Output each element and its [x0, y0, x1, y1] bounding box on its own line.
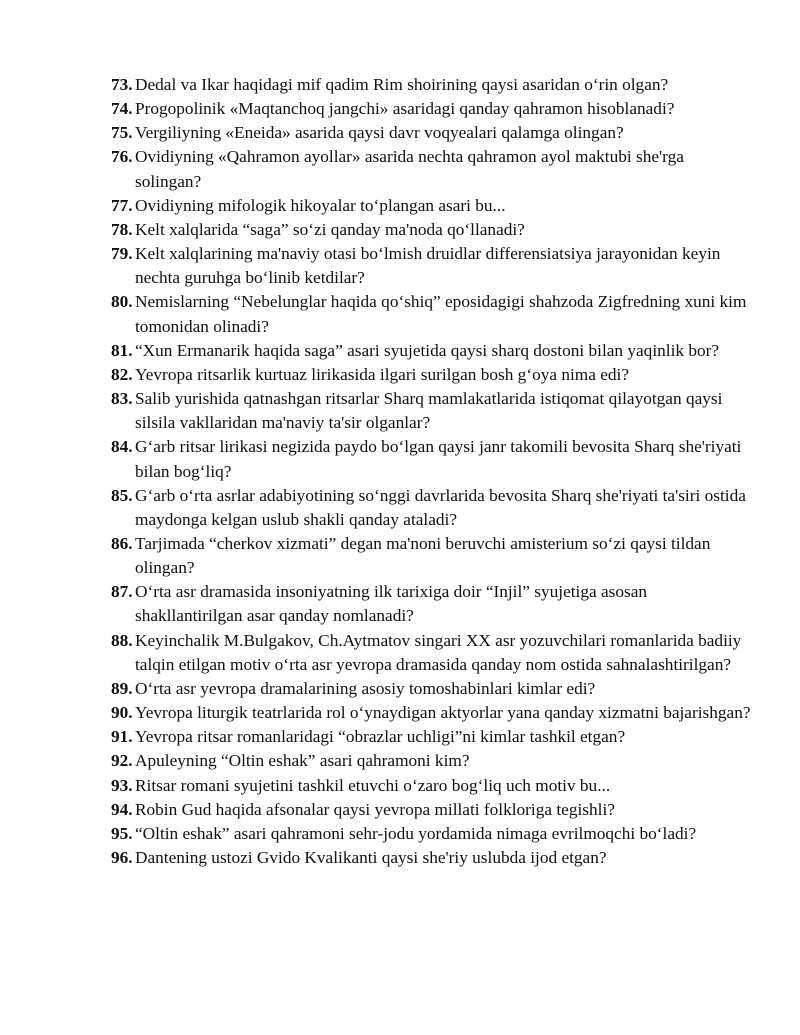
question-item	[111, 218, 751, 242]
question-number: 83.	[111, 389, 133, 409]
question-text: Tarjimada “cherkov xizmati” degan ma'noni beruvchi amisterium so‘zi qaysi tildan olingan?	[135, 533, 711, 578]
question-number: 77.	[111, 195, 133, 215]
question-text: G‘arb o‘rta asrlar adabiyotining so‘nggi davrlarida bevosita Sharq she'riyati ta'siri ostida maydonga kelgan uslub shakli qanday ataladi?	[135, 485, 746, 529]
question-text: O‘rta asr yevropa dramalarining asosiy tomoshabinlari kimlar edi?	[135, 678, 596, 698]
question-item	[111, 725, 751, 749]
question-item	[111, 484, 751, 532]
question-text: Kelt xalqlarida “saga” so‘zi qanday ma'noda qo‘llanadi?	[135, 219, 525, 239]
question-item	[111, 145, 751, 193]
question-item	[111, 435, 751, 483]
question-item	[111, 290, 751, 338]
question-item	[111, 749, 751, 773]
question-text: Yevropa ritsar romanlaridagi “obrazlar uchligi”ni kimlar tashkil etgan?	[135, 727, 626, 747]
question-text: Ovidiyning mifologik hikoyalar to‘plangan asari bu...	[135, 195, 506, 215]
question-number: 85.	[111, 485, 133, 505]
question-item	[111, 242, 751, 290]
question-number: 78.	[111, 219, 133, 239]
question-item	[111, 363, 751, 387]
question-item	[111, 73, 751, 97]
question-text: O‘rta asr dramasida insoniyatning ilk tarixiga doir “Injil” syujetiga asosan shakllantirilgan asar qanday nomlanadi?	[135, 582, 648, 626]
question-text: Salib yurishida qatnashgan ritsarlar Sharq mamlakatlarida istiqomat qilayotgan qaysi silsila vakllaridan ma'naviy ta'sir olganlar?	[135, 389, 723, 433]
question-text: Progopolinik «Maqtanchoq jangchi» asaridagi qanday qahramon hisoblanadi?	[135, 99, 675, 119]
question-item	[111, 846, 751, 870]
question-item	[111, 798, 751, 822]
question-text: Robin Gud haqida afsonalar qaysi yevropa millati folkloriga tegishli?	[135, 799, 615, 819]
question-item	[111, 121, 751, 145]
question-number: 88.	[111, 630, 133, 650]
question-item	[111, 580, 751, 628]
question-number: 93.	[111, 775, 133, 795]
question-number: 80.	[111, 292, 133, 312]
question-number: 82.	[111, 364, 133, 384]
question-item	[111, 677, 751, 701]
question-item	[111, 532, 751, 580]
question-text: “Oltin eshak” asari qahramoni sehr-jodu yordamida nimaga evrilmoqchi bo‘ladi?	[135, 823, 697, 843]
question-number: 87.	[111, 582, 133, 602]
question-number: 94.	[111, 799, 133, 819]
question-number: 91.	[111, 727, 133, 747]
question-item	[111, 97, 751, 121]
question-item	[111, 339, 751, 363]
question-text: “Xun Ermanarik haqida saga” asari syujetida qaysi sharq dostoni bilan yaqinlik bor?	[135, 340, 720, 360]
question-item	[111, 822, 751, 846]
question-item	[111, 629, 751, 677]
question-item	[111, 774, 751, 798]
question-text: Nemislarning “Nebelunglar haqida qo‘shiq” eposidagigi shahzoda Zigfredning xuni kim tomonidan olinadi?	[135, 292, 747, 336]
question-number: 92.	[111, 751, 133, 771]
question-number: 96.	[111, 848, 133, 867]
question-number: 73.	[111, 75, 133, 94]
question-number: 86.	[111, 533, 133, 553]
question-text: Ritsar romani syujetini tashkil etuvchi o‘zaro bog‘liq uch motiv bu...	[135, 775, 611, 795]
question-number: 84.	[111, 437, 133, 457]
question-text: Kelt xalqlarining ma'naviy otasi bo‘lmish druidlar differensiatsiya jarayonidan keyin nechta guruhga bo‘linib ketdilar?	[135, 244, 721, 288]
question-text: Yevropa liturgik teatrlarida rol o‘ynaydigan aktyorlar yana qanday xizmatni bajarishgan?	[135, 703, 751, 723]
question-text: Keyinchalik M.Bulgakov, Ch.Aytmatov singari XX asr yozuvchilari romanlarida badiiy talqin etilgan motiv o‘rta asr yevropa dramasida qanday nom ostida sahnalashtirilgan?	[135, 630, 742, 674]
question-number: 75.	[111, 123, 133, 143]
question-number: 89.	[111, 678, 133, 698]
question-list	[111, 73, 751, 870]
question-number: 74.	[111, 99, 133, 119]
question-number: 90.	[111, 703, 133, 723]
question-number: 81.	[111, 340, 133, 360]
question-text: Yevropa ritsarlik kurtuaz lirikasida ilgari surilgan bosh g‘oya nima edi?	[135, 364, 629, 384]
question-item	[111, 194, 751, 218]
question-item	[111, 701, 751, 725]
question-text: Ovidiyning «Qahramon ayollar» asarida nechta qahramon ayol maktubi she'rga solingan?	[135, 147, 684, 191]
question-number: 76.	[111, 147, 133, 167]
question-number: 79.	[111, 244, 133, 264]
question-number: 95.	[111, 823, 133, 843]
question-text: Apuleyning “Oltin eshak” asari qahramoni kim?	[135, 751, 470, 771]
question-item	[111, 387, 751, 435]
question-text: Dantening ustozi Gvido Kvalikanti qaysi she'riy uslubda ijod etgan?	[135, 848, 607, 867]
question-text: Vergiliyning «Eneida» asarida qaysi davr voqyealari qalamga olingan?	[135, 123, 624, 143]
question-text: G‘arb ritsar lirikasi negizida paydo bo‘lgan qaysi janr takomili bevosita Sharq she'riyati bilan bog‘liq?	[135, 437, 742, 481]
question-text: Dedal va Ikar haqidagi mif qadim Rim shoirining qaysi asaridan o‘rin olgan?	[135, 75, 669, 94]
